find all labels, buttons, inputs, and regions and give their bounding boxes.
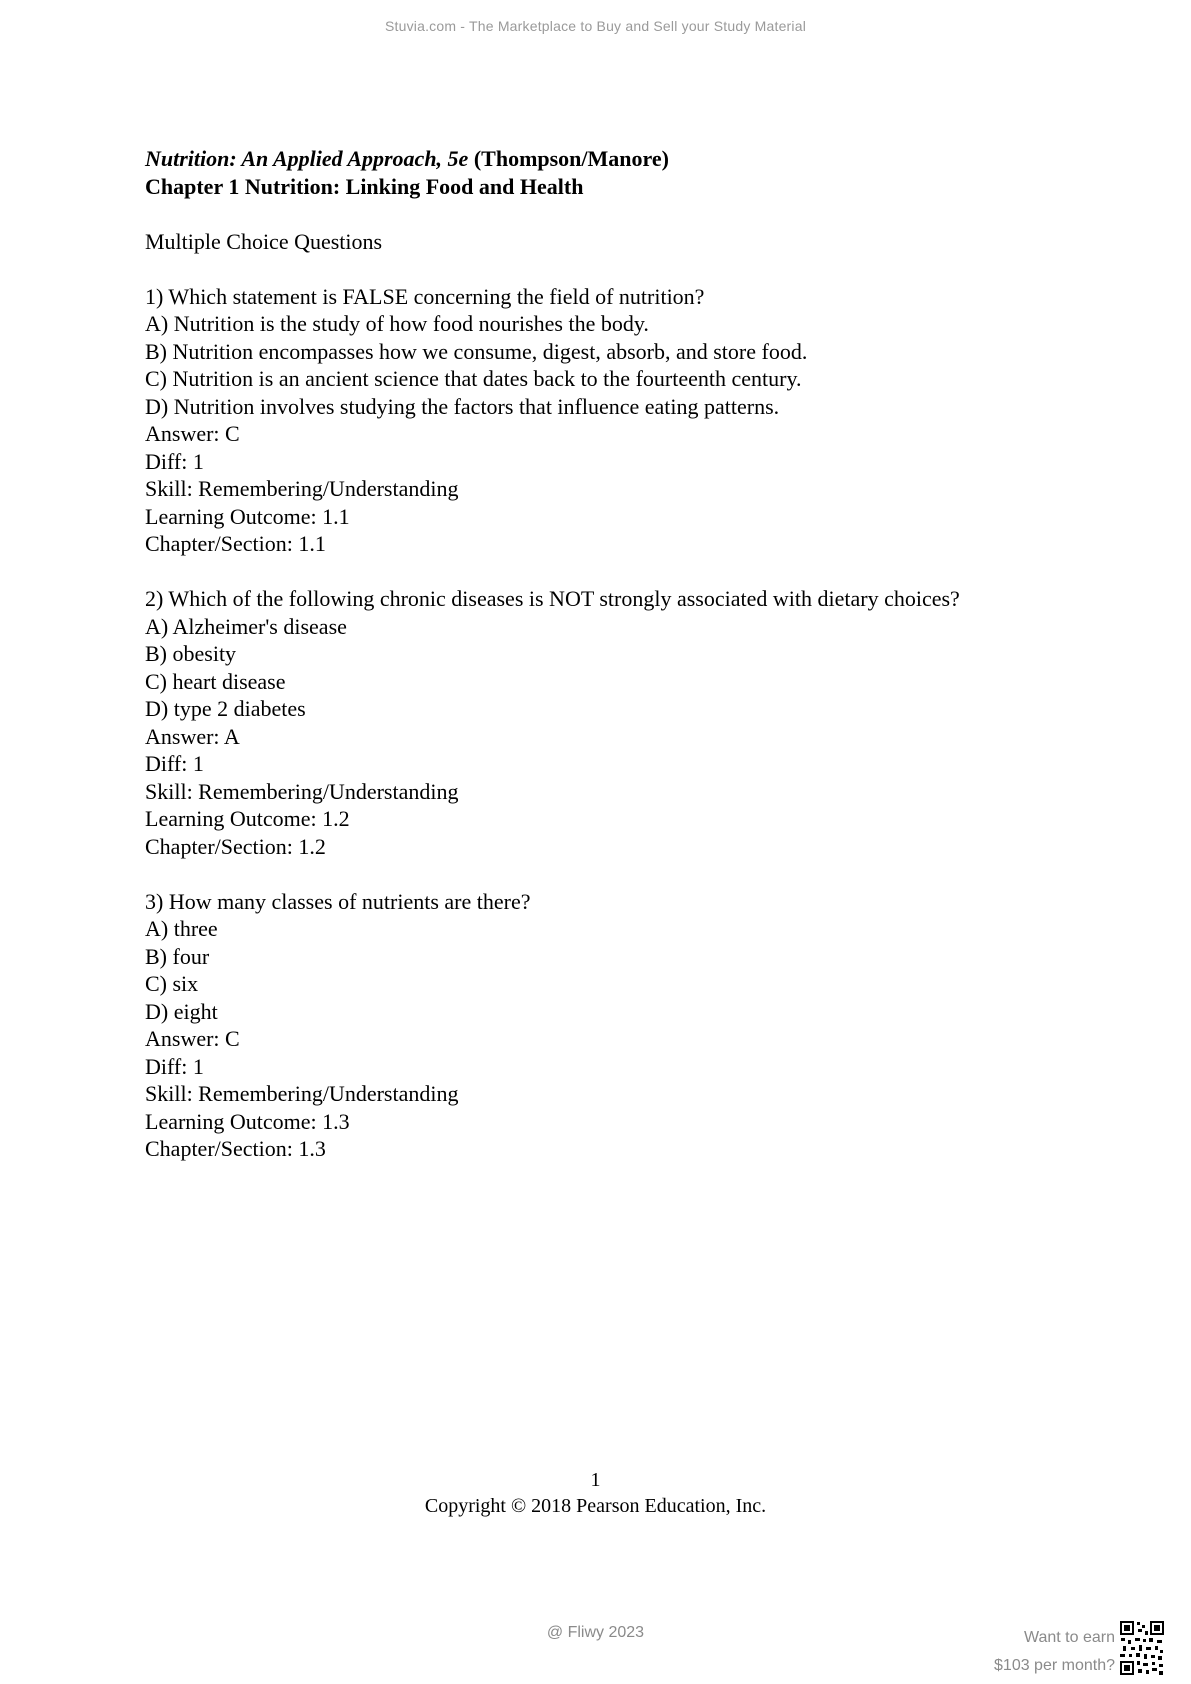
chapter-title: Chapter 1 Nutrition: Linking Food and Health — [145, 173, 584, 199]
copyright-text: Copyright © 2018 Pearson Education, Inc. — [424, 1495, 767, 1517]
option-d: D) type 2 diabetes — [145, 696, 306, 721]
answer: Answer: C — [145, 1026, 240, 1051]
book-title: Nutrition: An Applied Approach, 5e — [145, 146, 469, 171]
option-a: A) three — [145, 916, 218, 941]
difficulty: Diff: 1 — [145, 448, 204, 474]
option-b: B) Nutrition encompasses how we consume, digest, absorb, and store food. — [145, 338, 808, 364]
option-b: B) four — [145, 943, 210, 969]
skill: Skill: Remembering/Understanding — [145, 1081, 459, 1106]
book-title-line — [145, 145, 1105, 173]
learning-outcome: Learning Outcome: 1.3 — [145, 1108, 350, 1134]
learning-outcome: Learning Outcome: 1.1 — [145, 503, 350, 529]
promo-line-2: $103 per month? — [994, 1657, 1115, 1674]
page-number: 1 — [590, 1469, 601, 1491]
document-body — [145, 145, 1105, 1163]
qr-code-icon[interactable] — [1119, 1620, 1165, 1676]
option-a: A) Alzheimer's disease — [145, 613, 347, 639]
difficulty: Diff: 1 — [145, 1053, 204, 1079]
question-block-1 — [145, 283, 1105, 558]
site-footer-text: @ Fliwy 2023 — [546, 1624, 645, 1641]
option-a: A) Nutrition is the study of how food nourishes the body. — [145, 311, 649, 336]
chapter-section: Chapter/Section: 1.3 — [145, 1136, 326, 1161]
question-text: 3) How many classes of nutrients are there? — [145, 888, 531, 914]
skill: Skill: Remembering/Understanding — [145, 778, 459, 804]
question-text: 2) Which of the following chronic diseases is NOT strongly associated with dietary choices? — [145, 586, 960, 611]
chapter-section: Chapter/Section: 1.1 — [145, 531, 326, 556]
answer: Answer: C — [145, 421, 240, 446]
chapter-section: Chapter/Section: 1.2 — [145, 833, 326, 859]
option-c: C) heart disease — [145, 668, 286, 694]
section-heading: Multiple Choice Questions — [145, 228, 383, 254]
earn-promo[interactable] — [994, 1624, 1115, 1680]
answer: Answer: A — [145, 723, 240, 749]
question-block-3 — [145, 888, 1105, 1163]
option-c: C) Nutrition is an ancient science that dates back to the fourteenth century. — [145, 366, 802, 391]
watermark-text: Stuvia.com - The Marketplace to Buy and Sell your Study Material — [384, 18, 807, 34]
promo-line-1: Want to earn — [1023, 1629, 1115, 1646]
option-d: D) eight — [145, 998, 218, 1024]
option-d: D) Nutrition involves studying the factors that influence eating patterns. — [145, 393, 780, 419]
page-footer — [0, 1467, 1191, 1519]
book-authors: (Thompson/Manore) — [473, 146, 669, 171]
difficulty: Diff: 1 — [145, 751, 204, 776]
option-c: C) six — [145, 971, 199, 996]
learning-outcome: Learning Outcome: 1.2 — [145, 806, 350, 831]
question-text: 1) Which statement is FALSE concerning the field of nutrition? — [145, 283, 705, 309]
option-b: B) obesity — [145, 641, 237, 666]
question-block-2 — [145, 585, 1105, 860]
skill: Skill: Remembering/Understanding — [145, 476, 459, 501]
